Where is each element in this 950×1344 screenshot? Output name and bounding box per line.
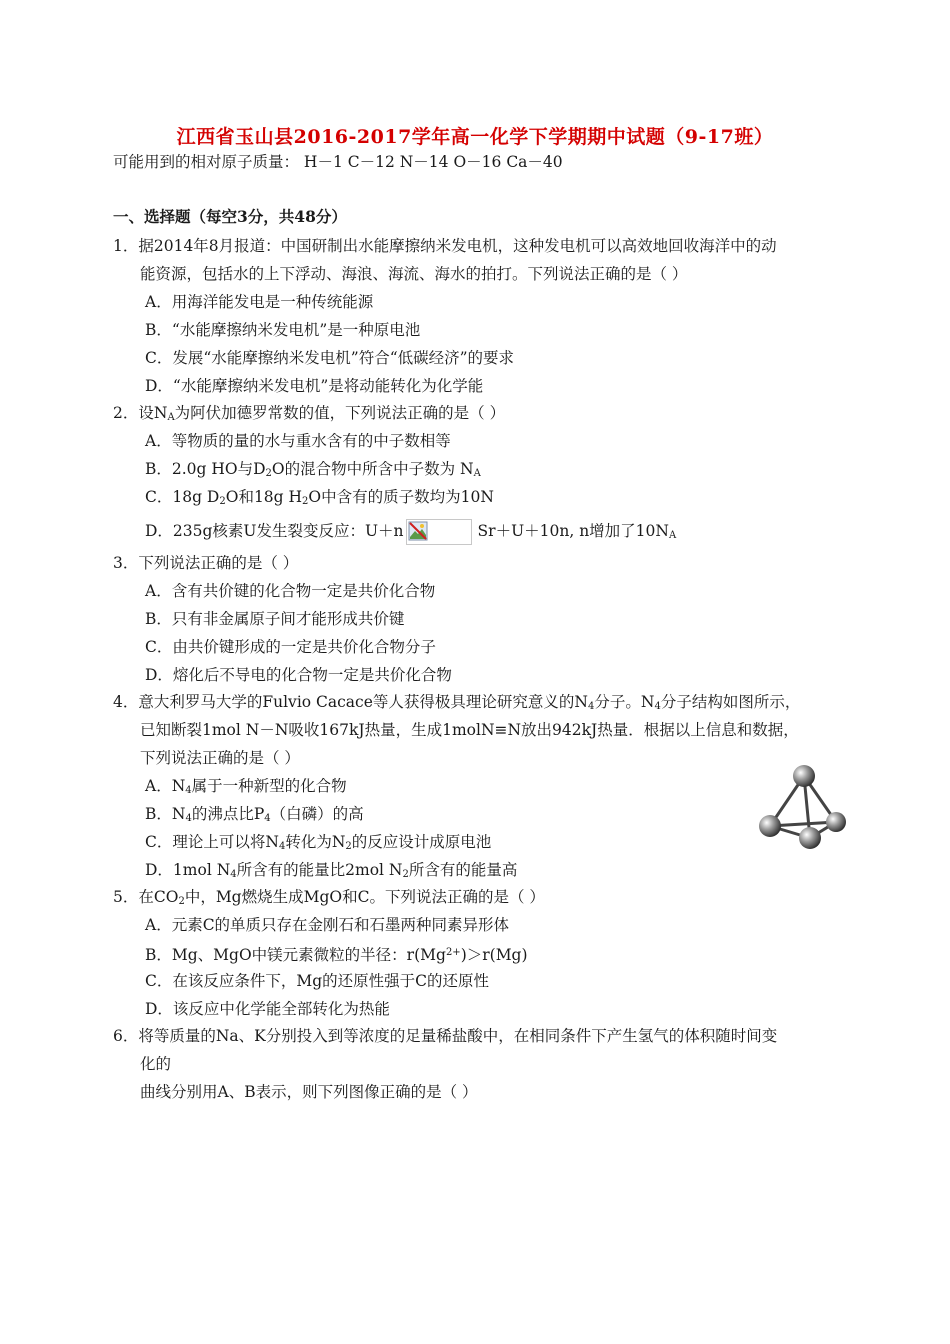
q3-option-c: C．由共价键形成的一定是共价化合物分子 (145, 638, 436, 656)
q6-stem-line3: 曲线分别用A、B表示，则下列图像正确的是（ ） (140, 1083, 478, 1101)
q1-stem-line1: 1．据2014年8月报道：中国研制出水能摩擦纳米发电机，这种发电机可以高效地回收海洋中的动 (113, 237, 777, 255)
q4-stem-line1: 4．意大利罗马大学的Fulvio Cacace等人获得极具理论研究意义的$N_4$分子。$N_4$分子结构如图所示， (113, 693, 801, 712)
q4-option-b: B．$N_4$的沸点比$P_4$（白磷）的高 (145, 805, 364, 824)
q2-option-a: A．等物质的量的水与重水含有的中子数相等 (145, 432, 451, 450)
q4-option-a: A．$N_4$属于一种新型的化合物 (145, 777, 347, 796)
q4-option-c: C．理论上可以将$N_4$转化为$N_2$的反应设计成原电池 (145, 833, 492, 852)
q3-option-b: B．只有非金属原子间才能形成共价键 (145, 610, 405, 628)
q1-stem-line2: 能资源，包括水的上下浮动、海浪、海流、海水的拍打。下列说法正确的是（ ） (140, 265, 688, 283)
q4-stem-line3: 下列说法正确的是（ ） (140, 749, 300, 767)
tetrahedral-molecule-icon (752, 760, 852, 856)
exam-title: 江西省玉山县2016-2017学年高一化学下学期期中试题（9-17班） (176, 126, 774, 148)
q2-option-b: B．2.0g HO与$D_2O$的混合物中所含中子数为 $N_A$ (145, 460, 481, 479)
section-heading: 一、选择题（每空3分，共48分） (113, 207, 347, 226)
q6-stem-line2: 化的 (140, 1055, 172, 1073)
q4-option-d: D．1mol $N_4$所含有的能量比2mol $N_2$所含有的能量高 (145, 861, 518, 880)
q3-option-d: D．熔化后不导电的化合物一定是共价化合物 (145, 666, 452, 684)
q6-stem-line1: 6．将等质量的Na、K分别投入到等浓度的足量稀盐酸中，在相同条件下产生氢气的体积随时间变 (113, 1027, 778, 1045)
atomic-masses-note: 可能用到的相对原子质量： H－1 C－12 N－14 O－16 Ca－40 (113, 153, 563, 171)
q2-stem: 2．设$N_A$为阿伏加德罗常数的值，下列说法正确的是（ ） (113, 404, 506, 423)
q1-option-c: C．发展“水能摩擦纳米发电机”符合“低碳经济”的要求 (145, 349, 515, 367)
q5-option-b: B．Mg、MgO中镁元素微粒的半径：$r(Mg^{2+})>r(Mg)$ (145, 946, 528, 964)
q2-option-c: C．18g $D_2O$和18g $H_2O$中含有的质子数均为10N (145, 488, 494, 507)
q1-option-d: D．“水能摩擦纳米发电机”是将动能转化为化学能 (145, 377, 484, 395)
q1-option-b: B．“水能摩擦纳米发电机”是一种原电池 (145, 321, 421, 339)
q5-option-a: A．元素C的单质只存在金刚石和石墨两种同素异形体 (145, 916, 510, 934)
q2-option-d: D．235g核素U发生裂变反应：U＋n Sr＋U＋10n, n增加了$10N_A$ (145, 519, 676, 546)
q1-option-a: A．用海洋能发电是一种传统能源 (145, 293, 374, 311)
q5-option-c: C．在该反应条件下，Mg的还原性强于C的还原性 (145, 972, 490, 990)
q5-option-d: D．该反应中化学能全部转化为热能 (145, 1000, 390, 1018)
q3-option-a: A．含有共价键的化合物一定是共价化合物 (145, 582, 436, 600)
q3-stem: 3．下列说法正确的是（ ） (113, 554, 299, 572)
broken-image-icon (406, 519, 472, 545)
q4-stem-line2: 已知断裂1mol N－N吸收167kJ热量，生成1molN≡N放出942kJ热量．根据以上信息和数据， (140, 721, 799, 739)
q5-stem: 5．在$CO_2$中，Mg燃烧生成MgO和C。下列说法正确的是（ ） (113, 888, 545, 907)
